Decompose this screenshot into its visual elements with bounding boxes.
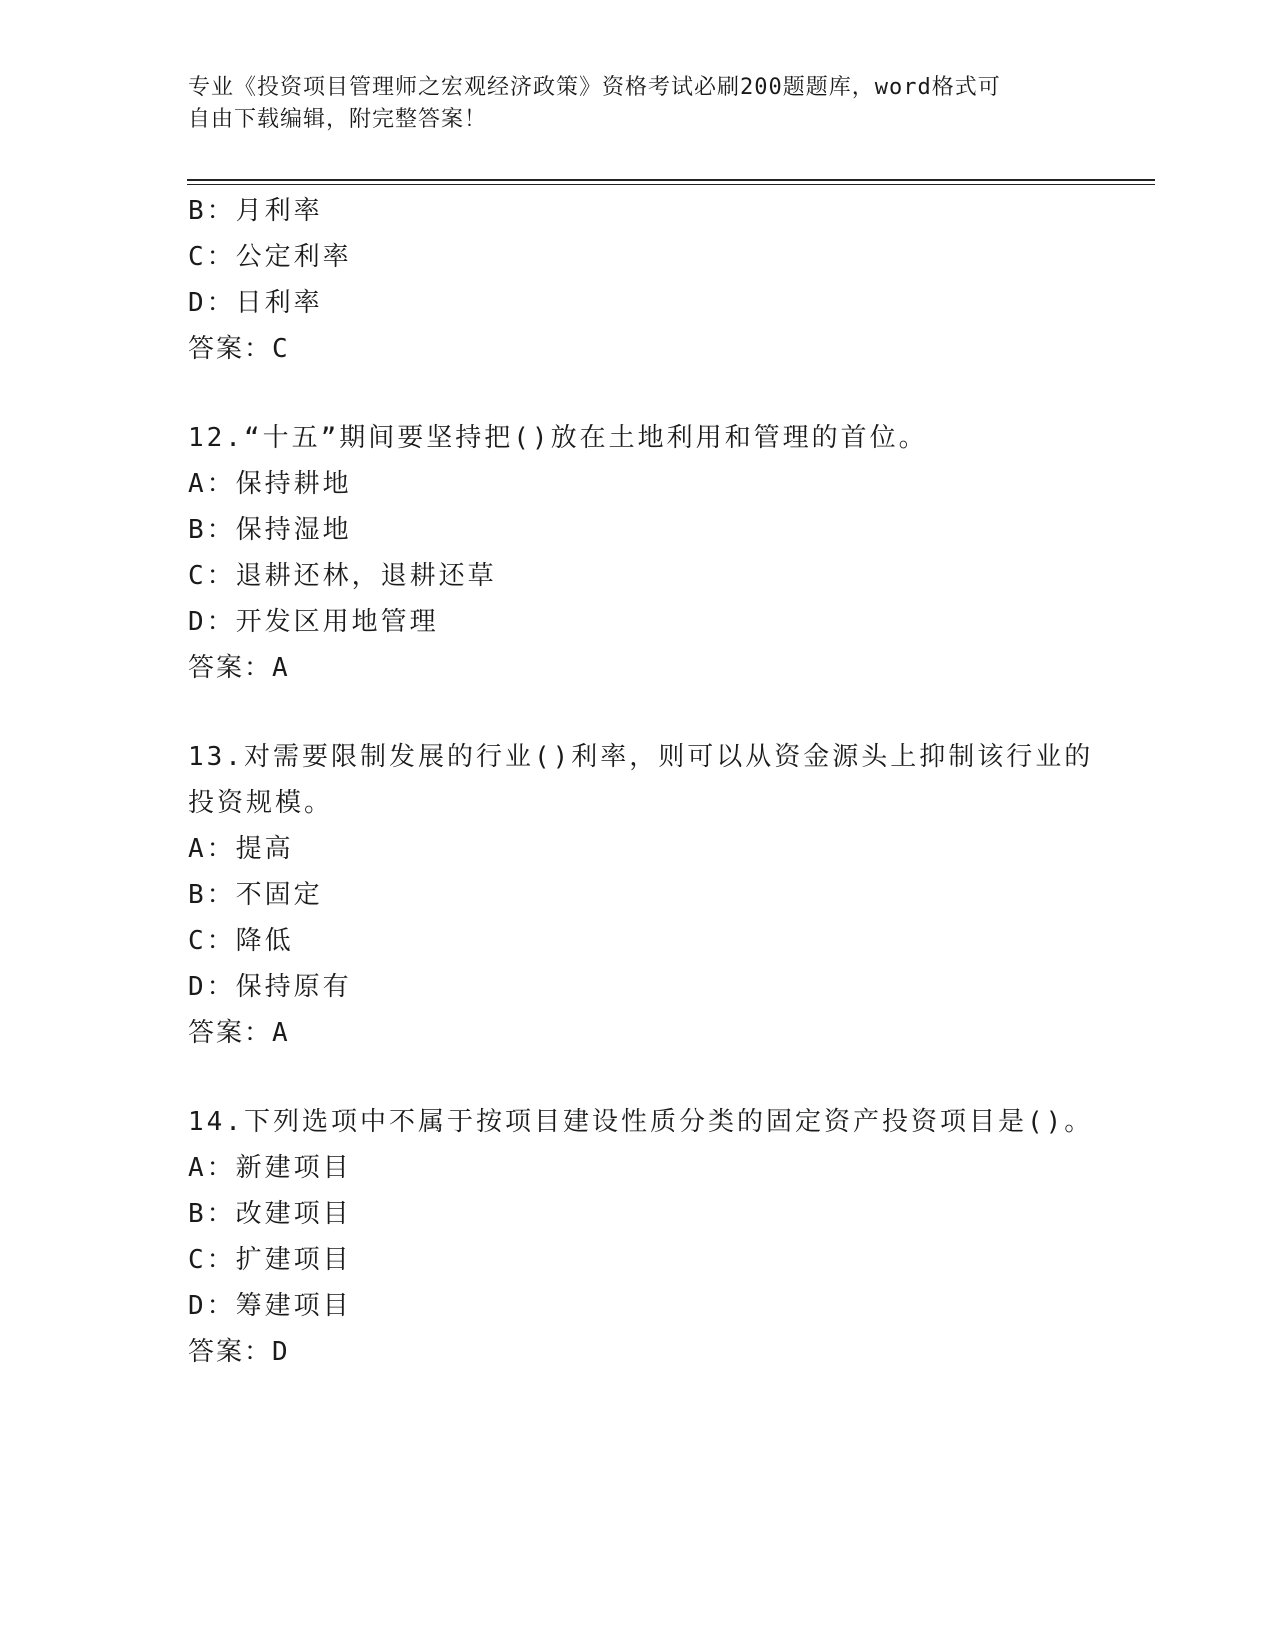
option-key: B： — [188, 1199, 236, 1229]
option-text: 降低 — [235, 926, 294, 956]
question-stem: 13.对需要限制发展的行业()利率，则可以从资金源头上抑制该行业的 — [188, 742, 1094, 772]
option-text: 保持耕地 — [235, 469, 352, 499]
option-line — [188, 507, 1088, 553]
option-line — [188, 826, 1088, 872]
question-block-13 — [188, 734, 1094, 1056]
option-key: D： — [188, 972, 236, 1002]
option-line — [188, 918, 1088, 964]
option-key: C： — [188, 1245, 236, 1275]
option-line — [188, 1283, 1088, 1329]
header-line-1: 专业《投资项目管理师之宏观经济政策》资格考试必刷200题题库，word格式可 — [188, 75, 1001, 100]
option-key: B： — [188, 196, 236, 226]
option-line — [188, 461, 1088, 507]
option-text: 不固定 — [235, 880, 323, 910]
option-text: 扩建项目 — [235, 1245, 352, 1275]
option-key: B： — [188, 880, 236, 910]
question-stem: 14.下列选项中不属于按项目建设性质分类的固定资产投资项目是()。 — [188, 1107, 1094, 1137]
answer-value: C — [272, 334, 291, 364]
question-stem: 12.“十五”期间要坚持把()放在土地利用和管理的首位。 — [188, 423, 928, 453]
option-text: 公定利率 — [235, 242, 352, 272]
option-key: A： — [188, 834, 236, 864]
document-header — [188, 72, 1088, 136]
answer-label: 答案： — [188, 334, 273, 364]
answer-value: D — [272, 1337, 291, 1367]
answer-value: A — [272, 653, 291, 683]
option-key: C： — [188, 561, 236, 591]
answer-label: 答案： — [188, 1337, 273, 1367]
spacer — [188, 691, 1088, 734]
option-key: C： — [188, 242, 236, 272]
header-rule-thick — [187, 179, 1155, 181]
option-key: A： — [188, 469, 236, 499]
question-list — [188, 188, 1094, 1375]
answer-line — [188, 326, 1088, 372]
answer-label: 答案： — [188, 1018, 273, 1048]
option-text: 保持原有 — [235, 972, 352, 1002]
spacer — [188, 1056, 1088, 1099]
option-text: 保持湿地 — [235, 515, 352, 545]
option-line — [188, 599, 1088, 645]
option-line — [188, 872, 1088, 918]
option-line — [188, 280, 1088, 326]
header-rule-thin — [187, 184, 1155, 185]
answer-line — [188, 1329, 1088, 1375]
option-line — [188, 1191, 1088, 1237]
option-line — [188, 1145, 1088, 1191]
option-line — [188, 964, 1088, 1010]
option-key: D： — [188, 607, 236, 637]
option-text: 开发区用地管理 — [235, 607, 439, 637]
spacer — [188, 372, 1088, 415]
option-text: 筹建项目 — [235, 1291, 352, 1321]
option-key: B： — [188, 515, 236, 545]
option-key: D： — [188, 1291, 236, 1321]
answer-label: 答案： — [188, 653, 273, 683]
question-block-14 — [188, 1099, 1094, 1375]
option-text: 改建项目 — [235, 1199, 352, 1229]
option-line — [188, 188, 1088, 234]
option-text: 提高 — [235, 834, 294, 864]
option-line — [188, 553, 1088, 599]
option-key: A： — [188, 1153, 236, 1183]
question-block-12 — [188, 415, 1088, 691]
option-key: C： — [188, 926, 236, 956]
answer-line — [188, 645, 1088, 691]
answer-value: A — [272, 1018, 291, 1048]
option-text: 新建项目 — [235, 1153, 352, 1183]
option-text: 月利率 — [235, 196, 323, 226]
question-stem-continuation: 投资规模。 — [188, 788, 334, 818]
header-line-2: 自由下载编辑，附完整答案！ — [188, 107, 488, 132]
answer-line — [188, 1010, 1088, 1056]
option-text: 退耕还林，退耕还草 — [235, 561, 497, 591]
question-block-11 — [188, 188, 1088, 372]
option-line — [188, 234, 1088, 280]
option-key: D： — [188, 288, 236, 318]
option-line — [188, 1237, 1088, 1283]
option-text: 日利率 — [235, 288, 323, 318]
